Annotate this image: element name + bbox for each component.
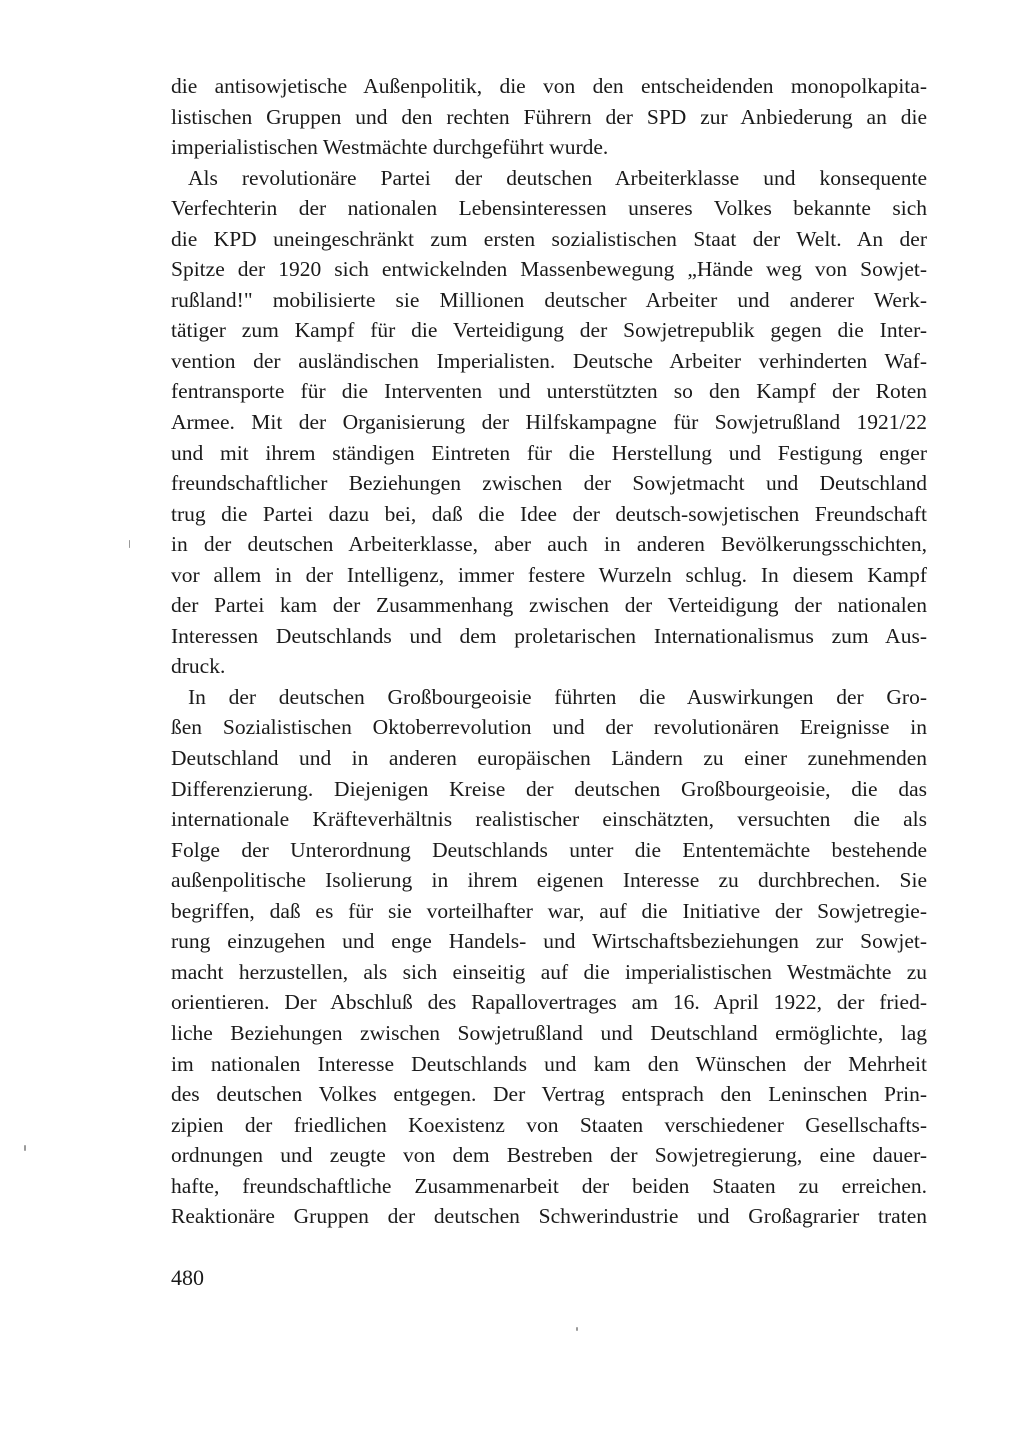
text-line: Deutschland und in anderen europäischen Ländern zu einer zunehmenden (171, 746, 927, 771)
text-line: freundschaftlicher Beziehungen zwischen der Sowjetmacht und Deutschland (171, 471, 927, 496)
text-line: liche Beziehungen zwischen Sowjetrußland und Deutschland ermöglichte, lag (171, 1020, 927, 1045)
text-line: In der deutschen Großbourgeoisie führten die Auswirkungen der Gro- (188, 684, 927, 709)
text-line: vor allem in der Intelligenz, immer festere Wurzeln schlug. In diesem Kampf (171, 562, 927, 587)
text-line: Verfechterin der nationalen Lebensinteressen unseres Volkes bekannte sich (171, 196, 927, 221)
text-line: hafte, freundschaftliche Zusammenarbeit der beiden Staaten zu erreichen. (171, 1173, 927, 1198)
text-line: orientieren. Der Abschluß des Rapallovertrages am 16. April 1922, der fried- (171, 990, 927, 1015)
text-line: macht herzustellen, als sich einseitig auf die imperialistischen Westmächte zu (171, 959, 927, 984)
text-line: ßen Sozialistischen Oktoberrevolution und der revolutionären Ereignisse in (171, 715, 927, 740)
text-line: internationale Kräfteverhältnis realistischer einschätzten, versuchten die als (171, 807, 927, 832)
scan-speck (576, 1327, 578, 1331)
scan-speck (24, 1145, 26, 1151)
body-text (171, 71, 927, 1232)
text-line: Reaktionäre Gruppen der deutschen Schwerindustrie und Großagrarier traten (171, 1204, 927, 1229)
text-line: listischen Gruppen und den rechten Führern der SPD zur Anbiederung an die (171, 104, 927, 129)
text-line: des deutschen Volkes entgegen. Der Vertrag entsprach den Leninschen Prin- (171, 1082, 927, 1107)
paragraph (171, 163, 927, 682)
text-line: Folge der Unterordnung Deutschlands unter die Ententemächte bestehende (171, 837, 927, 862)
text-line: in der deutschen Arbeiterklasse, aber auch in anderen Bevölkerungsschichten, (171, 532, 927, 557)
scan-speck (129, 540, 130, 548)
text-line: und mit ihrem ständigen Eintreten für die Herstellung und Festigung enger (171, 440, 927, 465)
paragraph (171, 682, 927, 1232)
text-line: außenpolitische Isolierung in ihrem eigenen Interesse zu durchbrechen. Sie (171, 868, 927, 893)
paragraph (171, 71, 927, 163)
text-line: vention der ausländischen Imperialisten. Deutsche Arbeiter verhinderten Waf- (171, 348, 927, 373)
text-line: fentransporte für die Interventen und unterstützten so den Kampf der Roten (171, 379, 927, 404)
text-line: die KPD uneingeschränkt zum ersten sozialistischen Staat der Welt. An der (171, 226, 927, 251)
text-line: begriffen, daß es für sie vorteilhafter war, auf die Initiative der Sowjetregie- (171, 898, 927, 923)
text-line: trug die Partei dazu bei, daß die Idee der deutsch-sowjetischen Freundschaft (171, 501, 927, 526)
text-line: ordnungen und zeugte von dem Bestreben der Sowjetregierung, eine dauer- (171, 1143, 927, 1168)
text-line: rußland!" mobilisierte sie Millionen deutscher Arbeiter und anderer Werk- (171, 287, 927, 312)
text-line: Interessen Deutschlands und dem proletarischen Internationalismus zum Aus- (171, 623, 927, 648)
text-line: imperialistischen Westmächte durchgeführt wurde. (171, 135, 609, 160)
text-line: Armee. Mit der Organisierung der Hilfskampagne für Sowjetrußland 1921/22 (171, 410, 927, 435)
text-line: tätiger zum Kampf für die Verteidigung der Sowjetrepublik gegen die Inter- (171, 318, 927, 343)
text-line: Differenzierung. Diejenigen Kreise der deutschen Großbourgeoisie, die das (171, 776, 927, 801)
text-line: zipien der friedlichen Koexistenz von Staaten verschiedener Gesellschafts- (171, 1112, 927, 1137)
page-number: 480 (171, 1265, 204, 1290)
text-line: Spitze der 1920 sich entwickelnden Massenbewegung „Hände weg von Sowjet- (171, 257, 927, 282)
text-line: rung einzugehen und enge Handels- und Wirtschaftsbeziehungen zur Sowjet- (171, 929, 927, 954)
text-line: Als revolutionäre Partei der deutschen Arbeiterklasse und konsequente (188, 165, 927, 190)
text-line: im nationalen Interesse Deutschlands und kam den Wünschen der Mehrheit (171, 1051, 927, 1076)
text-line: druck. (171, 654, 226, 679)
text-line: die antisowjetische Außenpolitik, die von den entscheidenden monopolkapita- (171, 74, 927, 98)
text-line: der Partei kam der Zusammenhang zwischen der Verteidigung der nationalen (171, 593, 927, 618)
